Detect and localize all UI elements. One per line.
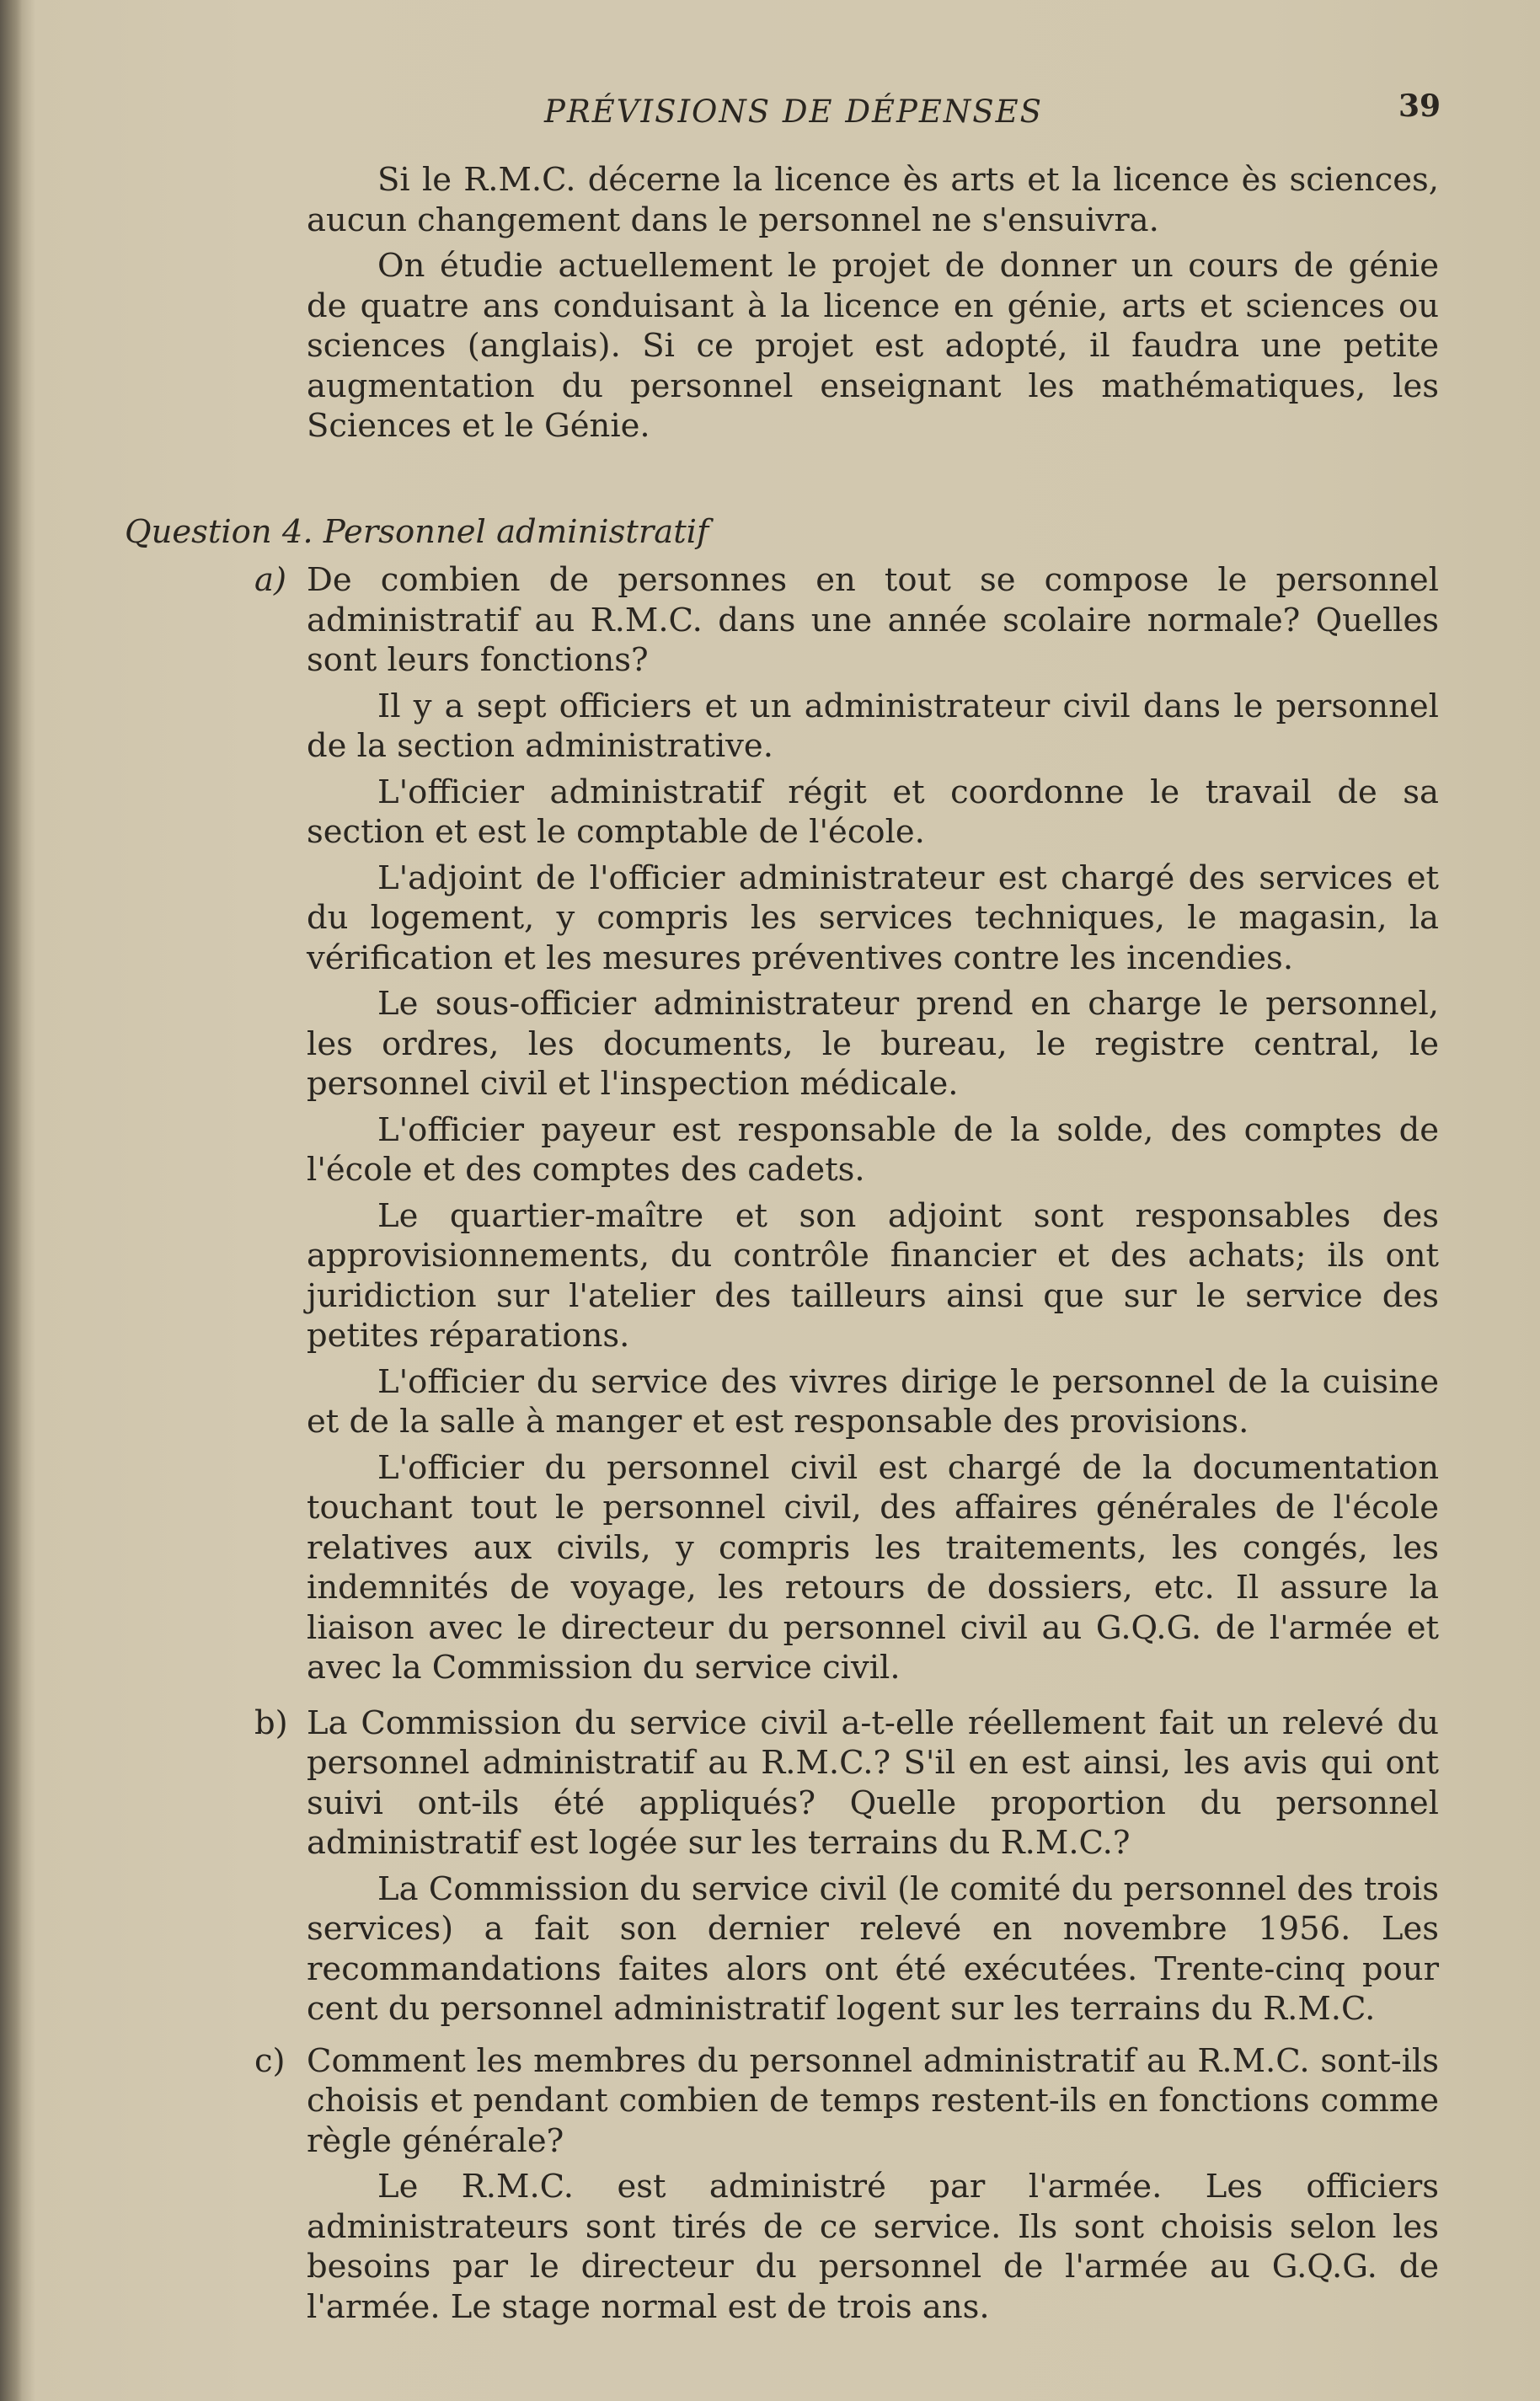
answer-a-paragraph: Le sous-officier administrateur prend en charge le personnel, les ordres, les documents, le bureau, le registre central, le personnel civil et l'inspection médicale. bbox=[307, 985, 1439, 1103]
question-a bbox=[254, 560, 1439, 681]
answer-b-paragraph: La Commission du service civil (le comité du personnel des trois services) a fait son dernier relevé en novembre 1956. Les recommandations faites alors ont été exécutées. Trente-cinq pour cent du personnel administratif logent sur les terrains du R.M.C. bbox=[307, 1869, 1439, 2028]
question-a-text: De combien de personnes en tout se compose le personnel administratif au R.M.C. dans une année scolaire normale? Quelles sont leurs fonctions? bbox=[307, 561, 1439, 679]
intro-paragraph-2: On étudie actuellement le projet de donner un cours de génie de quatre ans conduisant à la licence en génie, arts et sciences ou sciences (anglais). Si ce projet est adopté, il faudra une petite augmentation du personnel enseignant les mathématiques, les Sciences et le Génie. bbox=[307, 247, 1439, 445]
question-a-letter: a) bbox=[254, 561, 286, 599]
question-c-answers bbox=[307, 2161, 1439, 2327]
question-c bbox=[254, 2041, 1439, 2162]
answer-a-paragraph: L'officier du personnel civil est chargé de la documentation touchant tout le personnel civil, des affaires générales de l'école relatives aux civils, y compris les traitements, les congés, les indemnités de voyage, les retours de dossiers, etc. Il assure la liaison avec le directeur du personnel civil au G.Q.G. de l'armée et avec la Commission du service civil. bbox=[307, 1448, 1439, 1687]
question-b bbox=[254, 1703, 1439, 1864]
question-4-heading: Question 4. Personnel administratif bbox=[125, 512, 709, 551]
question-b-letter: b) bbox=[254, 1703, 288, 1742]
running-title: PRÉVISIONS DE DÉPENSES bbox=[544, 94, 1043, 130]
intro-section bbox=[307, 160, 1439, 447]
question-c-text: Comment les membres du personnel administratif au R.M.C. sont-ils choisis et pendant combien de temps restent-ils en fonctions comme règle générale? bbox=[307, 2041, 1439, 2160]
page-header bbox=[0, 88, 1540, 139]
book-spine-shadow bbox=[0, 0, 22, 2401]
answer-a-paragraph: L'officier administratif régit et coordonne le travail de sa section et est le comptable de l'école. bbox=[307, 773, 1439, 851]
question-b-text: La Commission du service civil a-t-elle réellement fait un relevé du personnel administratif au R.M.C.? S'il en est ainsi, les avis qui ont suivi ont-ils été appliqués? Quelle proportion du personnel administratif est logée sur les terrains du R.M.C.? bbox=[307, 1703, 1439, 1862]
answer-a-paragraph: L'officier payeur est responsable de la solde, des comptes de l'école et des comptes des cadets. bbox=[307, 1110, 1439, 1189]
question-c-letter: c) bbox=[254, 2041, 286, 2080]
answer-a-paragraph: Le quartier-maître et son adjoint sont responsables des approvisionnements, du contrôle financier et des achats; ils ont juridiction sur l'atelier des tailleurs ainsi que sur le service des petites réparations. bbox=[307, 1196, 1439, 1355]
page-number: 39 bbox=[1398, 88, 1441, 124]
answer-a-paragraph: L'adjoint de l'officier administrateur est chargé des services et du logement, y compris les services techniques, le magasin, la vérification et les mesures préventives contre les incendies. bbox=[307, 858, 1439, 977]
answer-c-paragraph: Le R.M.C. est administré par l'armée. Les officiers administrateurs sont tirés de ce service. Ils sont choisis selon les besoins par le directeur du personnel de l'armée au G.Q.G. de l'armée. Le stage normal est de trois ans. bbox=[307, 2168, 1439, 2326]
page-body bbox=[125, 160, 1439, 2333]
intro-paragraph-1: Si le R.M.C. décerne la licence ès arts et la licence ès sciences, aucun changement dans le personnel ne s'ensuivra. bbox=[307, 161, 1439, 239]
answer-a-paragraph: L'officier du service des vivres dirige le personnel de la cuisine et de la salle à manger et est responsable des provisions. bbox=[307, 1362, 1439, 1441]
question-a-answers bbox=[307, 681, 1439, 1688]
question-b-answers bbox=[307, 1864, 1439, 2029]
answer-a-paragraph: Il y a sept officiers et un administrateur civil dans le personnel de la section administrative. bbox=[307, 687, 1439, 765]
